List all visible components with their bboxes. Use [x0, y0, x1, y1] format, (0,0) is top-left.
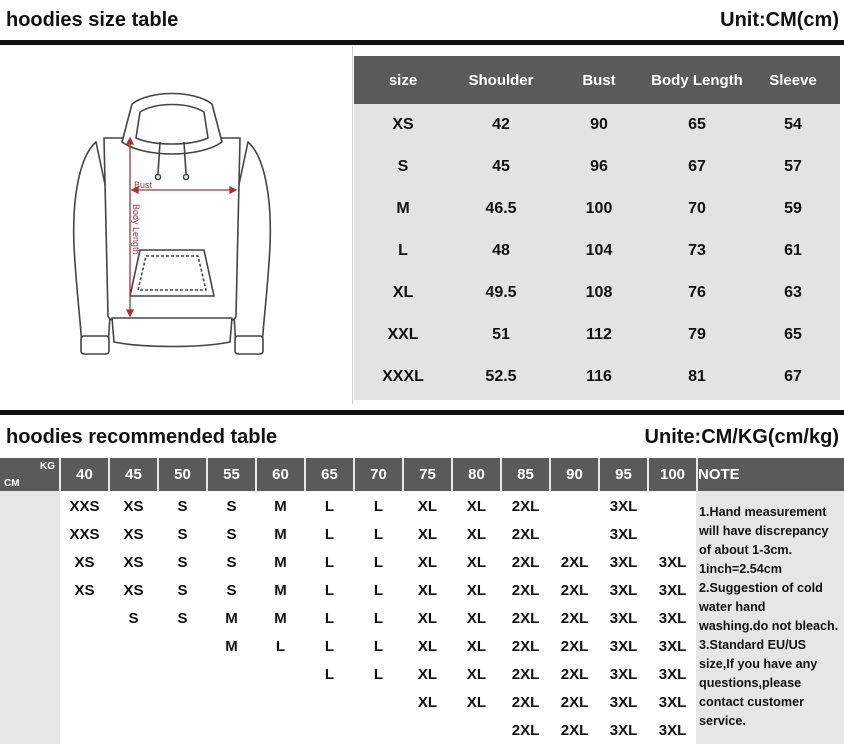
note-line: washing.do not bleach. — [699, 619, 839, 633]
size-cell: 42 — [492, 116, 510, 133]
recommended-size-cell: 3XL — [658, 581, 687, 599]
size-cell: 116 — [586, 368, 612, 385]
weight-header: 85 — [517, 466, 534, 483]
size-cell: 90 — [590, 116, 608, 133]
recommended-size-cell: XS — [74, 581, 95, 599]
size-cell: 70 — [688, 200, 706, 217]
recommended-size-cell: 2XL — [511, 497, 540, 515]
recommended-size-cell: XS — [123, 497, 144, 515]
note-line: size,If you have any — [699, 657, 818, 671]
hoodie-icon — [0, 46, 352, 404]
corner-kg: KG — [40, 461, 55, 472]
recommended-size-cell: XL — [417, 693, 438, 711]
size-table-unit: Unit:CM(cm) — [720, 9, 839, 31]
bust-label: Bust — [134, 180, 153, 190]
note-line: 1.Hand measurement — [699, 505, 827, 519]
recommended-size-cell: XS — [123, 581, 144, 599]
size-table-title: hoodies size table — [6, 9, 179, 31]
size-cell: 104 — [585, 242, 613, 259]
recommended-size-cell: S — [226, 525, 237, 543]
recommended-size-cell: 3XL — [609, 497, 638, 515]
recommended-size-cell: XL — [417, 665, 438, 683]
recommended-table-unit: Unite:CM/KG(cm/kg) — [644, 426, 839, 448]
recommended-size-cell: L — [324, 525, 335, 543]
recommended-size-cell: 3XL — [609, 609, 638, 627]
note-line: 3.Standard EU/US — [699, 638, 807, 652]
recommended-size-cell: XL — [466, 693, 487, 711]
recommended-size-cell: S — [226, 497, 237, 515]
recommended-size-cell: 3XL — [609, 525, 638, 543]
recommended-size-cell: XL — [466, 609, 487, 627]
size-header-0: size — [354, 56, 452, 104]
recommended-size-cell: M — [274, 553, 287, 571]
size-cell: 73 — [688, 242, 706, 259]
divider-top — [0, 40, 844, 45]
recommended-size-cell: L — [373, 665, 384, 683]
size-header-1: Shoulder — [452, 56, 550, 104]
recommended-size-cell: XL — [417, 525, 438, 543]
recommended-size-cell: XXS — [69, 525, 100, 543]
recommended-size-cell: L — [324, 553, 335, 571]
recommended-size-cell: 2XL — [511, 581, 540, 599]
recommended-size-cell: XXS — [69, 497, 100, 515]
size-cell: 45 — [492, 158, 510, 175]
recommended-size-cell: XL — [417, 497, 438, 515]
weight-header: 100 — [659, 466, 686, 483]
weight-header: 75 — [419, 466, 436, 483]
recommended-size-cell: M — [225, 637, 238, 655]
recommended-size-cell: L — [373, 609, 384, 627]
size-cell: M — [396, 200, 410, 217]
recommended-size-cell: S — [128, 609, 139, 627]
size-header-2: Bust — [550, 56, 648, 104]
recommended-size-cell: 2XL — [560, 693, 589, 711]
size-cell: 57 — [784, 158, 802, 175]
recommended-size-cell: L — [373, 497, 384, 515]
note-line: 2.Suggestion of cold — [699, 581, 823, 595]
size-cell: 65 — [784, 326, 802, 343]
size-cell: L — [398, 242, 408, 259]
size-cell: 100 — [585, 200, 613, 217]
recommended-size-cell: S — [177, 525, 188, 543]
recommended-size-cell: 2XL — [511, 721, 540, 739]
height-column — [0, 491, 60, 744]
recommended-size-cell: 3XL — [609, 637, 638, 655]
size-cell: 108 — [585, 284, 613, 301]
recommended-size-cell: 2XL — [560, 637, 589, 655]
recommended-size-cell: XL — [417, 581, 438, 599]
hoodie-illustration — [0, 46, 353, 404]
size-cell: 67 — [784, 368, 802, 385]
size-cell: 96 — [590, 158, 608, 175]
note-header: NOTE — [698, 466, 740, 483]
size-cell: 48 — [492, 242, 510, 259]
recommended-size-cell: S — [177, 609, 188, 627]
recommended-size-cell: M — [274, 525, 287, 543]
recommended-size-cell: L — [373, 553, 384, 571]
recommended-size-cell: 3XL — [658, 637, 687, 655]
size-cell: 79 — [688, 326, 706, 343]
recommended-size-cell: L — [275, 637, 286, 655]
recommended-size-cell: S — [177, 497, 188, 515]
recommended-size-cell: L — [324, 665, 335, 683]
recommended-size-cell: M — [274, 609, 287, 627]
recommended-size-cell: XL — [466, 581, 487, 599]
size-cell: S — [397, 158, 409, 175]
size-cell: 59 — [784, 200, 802, 217]
note-line: water hand — [699, 600, 766, 614]
recommended-size-cell: XS — [123, 525, 144, 543]
note-line: 1inch=2.54cm — [699, 562, 782, 576]
size-cell: 63 — [784, 284, 802, 301]
recommended-size-cell: 2XL — [560, 553, 589, 571]
recommended-size-cell: S — [177, 581, 188, 599]
recommended-size-cell: 3XL — [658, 693, 687, 711]
note-line: contact customer — [699, 695, 804, 709]
recommended-size-cell: M — [225, 609, 238, 627]
recommended-size-cell: S — [226, 553, 237, 571]
kg-cm-corner — [0, 458, 60, 491]
recommended-size-cell: 3XL — [609, 721, 638, 739]
recommended-size-cell: M — [274, 497, 287, 515]
size-header-3: Body Length — [648, 56, 746, 104]
recommended-size-cell: XL — [466, 497, 487, 515]
recommended-size-cell: 3XL — [609, 581, 638, 599]
recommended-size-cell: 2XL — [560, 609, 589, 627]
size-cell: XXL — [387, 326, 419, 343]
recommended-size-cell: 3XL — [658, 553, 687, 571]
size-cell: 49.5 — [485, 284, 517, 301]
recommended-size-cell: XL — [466, 665, 487, 683]
recommended-size-cell: L — [373, 525, 384, 543]
weight-header: 45 — [125, 466, 142, 483]
recommended-size-cell: L — [324, 497, 335, 515]
size-cell: 46.5 — [485, 200, 517, 217]
size-cell: 51 — [492, 326, 510, 343]
size-cell: 52.5 — [485, 368, 517, 385]
note-line: service. — [699, 714, 746, 728]
recommended-size-cell: 2XL — [511, 553, 540, 571]
recommended-size-cell: 3XL — [609, 553, 638, 571]
size-cell: 65 — [688, 116, 706, 133]
recommended-size-cell: L — [373, 637, 384, 655]
size-cell: 67 — [688, 158, 706, 175]
note-line: will have discrepancy — [699, 524, 829, 538]
recommended-size-cell: XL — [417, 553, 438, 571]
recommended-size-cell: XL — [417, 609, 438, 627]
recommended-size-cell: S — [177, 553, 188, 571]
recommended-size-cell: 2XL — [511, 637, 540, 655]
recommended-size-cell: L — [324, 609, 335, 627]
recommended-size-cell: 2XL — [560, 665, 589, 683]
weight-header: 50 — [174, 466, 191, 483]
recommended-size-cell: 2XL — [560, 721, 589, 739]
size-cell: 54 — [784, 116, 802, 133]
recommended-table-title: hoodies recommended table — [6, 426, 278, 448]
weight-header: 95 — [615, 466, 632, 483]
recommended-size-cell: 3XL — [609, 693, 638, 711]
recommended-size-cell: 3XL — [658, 609, 687, 627]
recommended-size-cell: L — [324, 637, 335, 655]
weight-header: 55 — [223, 466, 240, 483]
size-header-4: Sleeve — [746, 56, 840, 104]
recommended-size-cell: XS — [74, 553, 95, 571]
size-cell: 112 — [586, 326, 612, 343]
body-length-label: Body Length — [131, 204, 141, 255]
divider-middle — [0, 410, 844, 415]
weight-header: 90 — [566, 466, 583, 483]
size-cell: 61 — [784, 242, 802, 259]
recommended-size-cell: 2XL — [511, 693, 540, 711]
recommended-size-cell: XS — [123, 553, 144, 571]
recommended-size-cell: 3XL — [658, 665, 687, 683]
recommended-size-cell: M — [274, 581, 287, 599]
corner-cm: CM — [4, 478, 20, 489]
recommended-size-cell: 2XL — [560, 581, 589, 599]
size-cell: 81 — [688, 368, 706, 385]
recommended-size-cell: 2XL — [511, 525, 540, 543]
recommended-size-cell: L — [324, 581, 335, 599]
size-cell: XXXL — [382, 368, 424, 385]
weight-header: 40 — [76, 466, 93, 483]
note-line: of about 1-3cm. — [699, 543, 793, 557]
recommended-size-cell: 3XL — [609, 665, 638, 683]
recommended-size-cell: S — [226, 581, 237, 599]
recommended-size-cell: XL — [466, 525, 487, 543]
recommended-size-cell: 2XL — [511, 665, 540, 683]
weight-header: 70 — [370, 466, 387, 483]
size-cell: XS — [392, 116, 414, 133]
size-cell: XL — [392, 284, 414, 301]
note-line: questions,please — [699, 676, 802, 690]
note-text — [699, 503, 841, 731]
size-cell: 76 — [688, 284, 706, 301]
recommended-size-cell: L — [373, 581, 384, 599]
recommended-size-cell: XL — [417, 637, 438, 655]
recommended-size-cell: 2XL — [511, 609, 540, 627]
recommended-size-cell: 3XL — [658, 721, 687, 739]
weight-header: 60 — [272, 466, 289, 483]
recommended-size-cell: XL — [466, 637, 487, 655]
recommended-size-cell: XL — [466, 553, 487, 571]
weight-header: 65 — [321, 466, 338, 483]
weight-header: 80 — [468, 466, 485, 483]
